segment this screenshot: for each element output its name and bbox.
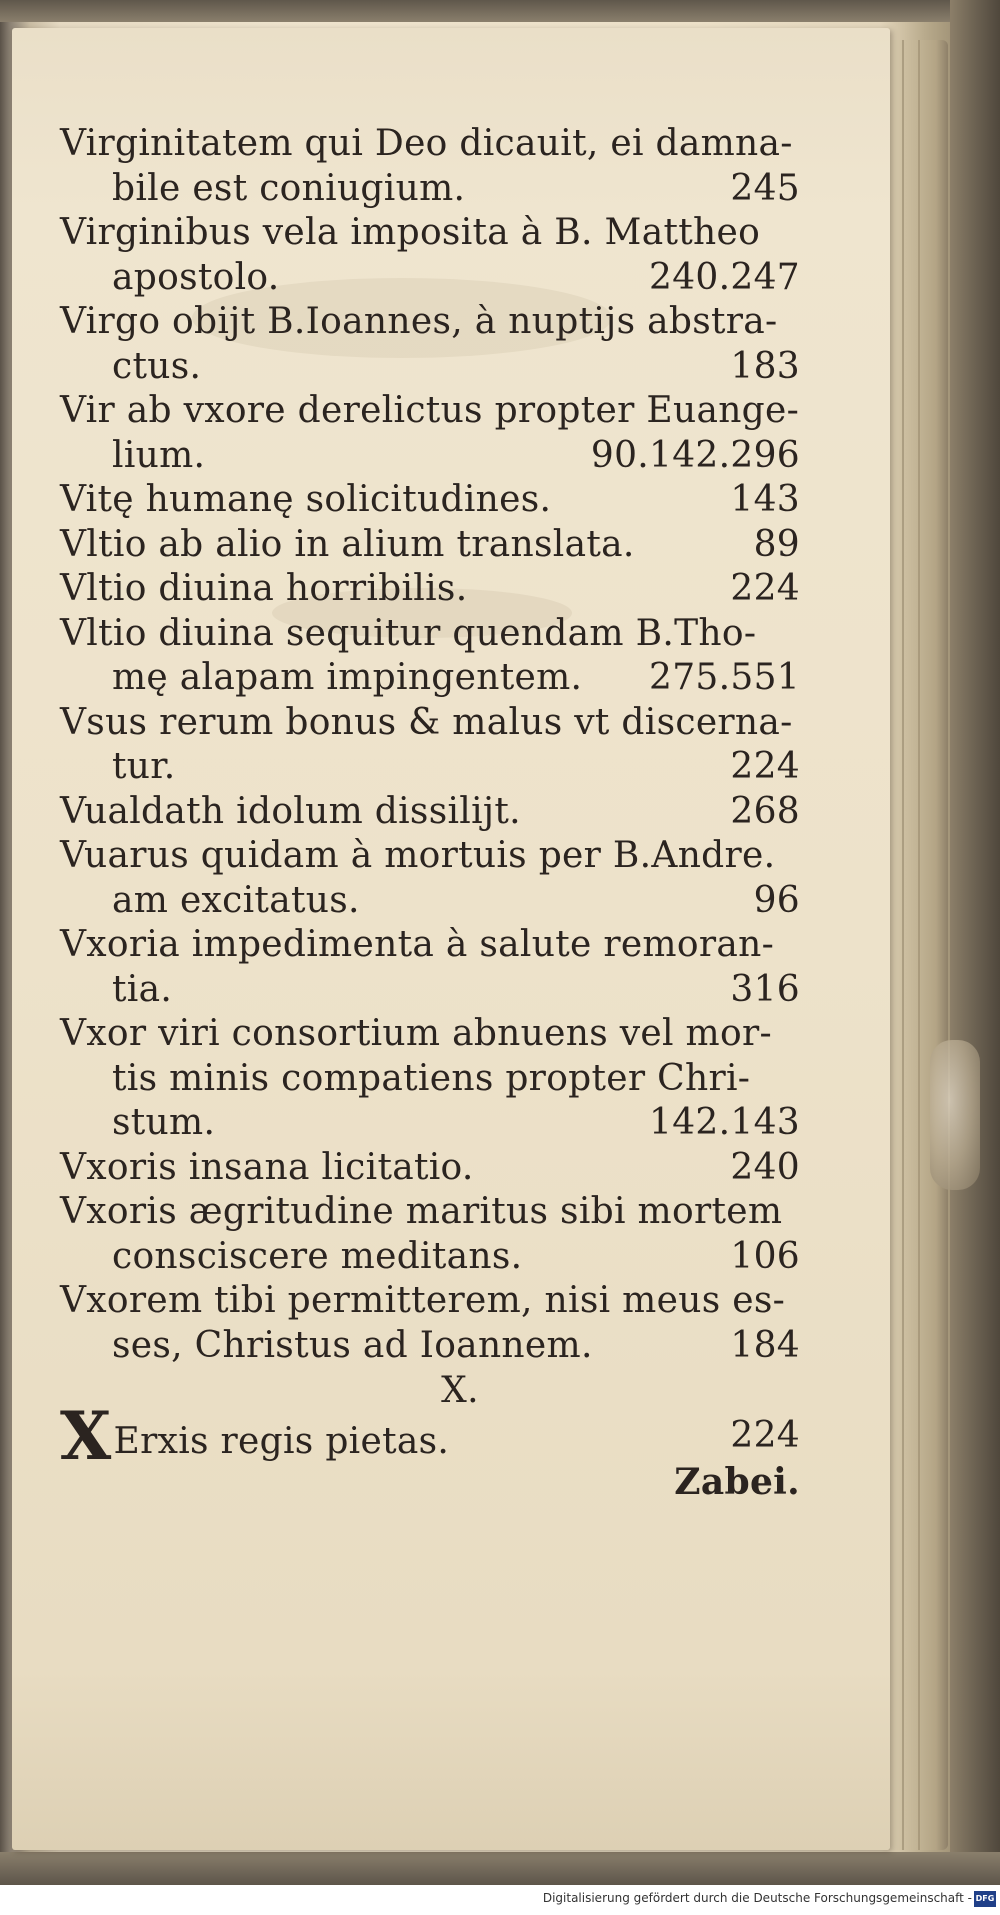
page-reference: 89: [753, 523, 800, 565]
index-entry: [60, 211, 800, 300]
index-text-block: [60, 122, 800, 1505]
page-reference: 245: [730, 167, 800, 209]
drop-cap: X: [60, 1397, 112, 1475]
index-entry: [60, 567, 800, 612]
entry-line: [60, 612, 800, 657]
digitization-credit: Digitalisierung gefördert durch die Deutsche Forschungsgemeinschaft -: [542, 1891, 972, 1905]
entry-line: [60, 256, 800, 301]
entry-line: [60, 1146, 800, 1191]
page-reference: 96: [753, 879, 800, 921]
index-entry-xerxis: [60, 1397, 800, 1475]
entry-line: [60, 1235, 800, 1280]
entry-text: consciscere meditans.: [112, 1235, 523, 1277]
section-letter-x: X.: [441, 1370, 479, 1411]
entry-text: am excitatus.: [112, 879, 360, 921]
index-entry: [60, 790, 800, 835]
dfg-logo: DFG: [974, 1891, 996, 1907]
index-entry: [60, 300, 800, 389]
page-reference: 90.142.296: [590, 434, 800, 476]
entry-line: [60, 1279, 800, 1324]
footer-bar: [0, 1885, 1000, 1915]
entry-line: [60, 790, 800, 835]
entry-text: bile est coniugium.: [112, 167, 466, 209]
page-reference: 184: [730, 1324, 800, 1366]
page-reference: 224: [730, 746, 800, 787]
page-reference: 106: [730, 1235, 800, 1277]
entry-text: Vuarus quidam à mortuis per B.Andre.: [60, 835, 776, 876]
entry-text: Vxoria impedimenta à salute remoran-: [60, 924, 775, 965]
page-reference: 268: [730, 790, 800, 832]
entry-text: Vxoris insana licitatio.: [60, 1146, 474, 1188]
entry-line: [60, 745, 800, 790]
entry-line: [60, 1101, 800, 1146]
index-entry: [60, 523, 800, 568]
entry-text: Vltio diuina sequitur quendam B.Tho-: [60, 612, 757, 654]
index-entry: [60, 834, 800, 923]
page-reference: 240.247: [649, 256, 800, 298]
index-entry: [60, 389, 800, 478]
entry-line: [60, 211, 800, 256]
entry-text: ctus.: [112, 345, 202, 387]
entry-line: [60, 523, 800, 568]
page-reference: 316: [730, 968, 800, 1010]
cover-board-bottom: [0, 1852, 1000, 1885]
entry-text: stum.: [112, 1102, 216, 1143]
index-entries: [60, 122, 800, 1368]
entry-line: [60, 122, 800, 167]
index-entry: [60, 1190, 800, 1279]
entry-line: [60, 834, 800, 879]
entry-line: [60, 656, 800, 701]
index-entry: [60, 923, 800, 1012]
page-reference: 224: [730, 1415, 800, 1456]
entry-line: [60, 879, 800, 924]
book-clasp: [930, 1040, 980, 1190]
entry-line: [60, 167, 800, 212]
entry-line: [60, 478, 800, 523]
entry-text: Vltio ab alio in alium translata.: [60, 523, 635, 565]
entry-text: Virginibus vela imposita à B. Mattheo: [60, 212, 761, 253]
entry-text: Virginitatem qui Deo dicauit, ei damna-: [60, 123, 793, 164]
entry-line: [60, 1057, 800, 1102]
entry-text: Vitę humanę solicitudines.: [60, 479, 552, 520]
entry-line: [60, 1190, 800, 1235]
entry-text: apostolo.: [112, 256, 280, 298]
entry-line: [60, 1324, 800, 1369]
entry-line: [60, 567, 800, 612]
entry-text: tia.: [112, 968, 173, 1010]
page-reference: 143: [730, 479, 800, 520]
catchword: Zabei.: [674, 1460, 800, 1503]
page-reference: 142.143: [649, 1102, 800, 1143]
entry-line: [60, 968, 800, 1013]
entry-line: [60, 434, 800, 479]
entry-text: Vxor viri consortium abnuens vel mor-: [60, 1013, 772, 1054]
index-entry: [60, 1012, 800, 1146]
entry-line: [60, 300, 800, 345]
cover-board-top: [0, 0, 1000, 22]
cover-board-right: [950, 0, 1000, 1885]
entry-line: [60, 923, 800, 968]
index-entry: [60, 1146, 800, 1191]
entry-text: Vxorem tibi permitterem, nisi meus es-: [60, 1280, 786, 1321]
entry-text: Erxis regis pietas.: [113, 1421, 450, 1462]
entry-text: tur.: [112, 746, 176, 787]
page-edges: [888, 40, 948, 1850]
entry-text: lium.: [112, 434, 206, 476]
entry-line: [60, 389, 800, 434]
index-entry: [60, 122, 800, 211]
index-entry: [60, 612, 800, 701]
page-reference: 224: [730, 568, 800, 609]
entry-text: Vir ab vxore derelictus propter Euange-: [60, 390, 800, 431]
page-reference: 240: [730, 1146, 800, 1188]
entry-text: ses, Christus ad Ioannem.: [112, 1324, 593, 1366]
index-entry: [60, 1279, 800, 1368]
entry-text: mę alapam impingentem.: [112, 657, 583, 698]
entry-line: [60, 1012, 800, 1057]
entry-text: Vltio diuina horribilis.: [60, 568, 468, 609]
entry-line: [60, 701, 800, 746]
entry-text: Vualdath idolum dissilijt.: [60, 790, 521, 832]
entry-text: Vxoris ægritudine maritus sibi mortem: [60, 1191, 783, 1232]
page-reference: 183: [730, 345, 800, 387]
entry-text: Virgo obijt B.Ioannes, à nuptijs abstra-: [60, 301, 778, 342]
entry-line: [60, 345, 800, 390]
index-entry: [60, 478, 800, 523]
index-entry: [60, 701, 800, 790]
entry-text: Vsus rerum bonus & malus vt discerna-: [60, 701, 793, 743]
entry-text: tis minis compatiens propter Chri-: [112, 1057, 751, 1099]
page-reference: 275.551: [649, 657, 800, 698]
